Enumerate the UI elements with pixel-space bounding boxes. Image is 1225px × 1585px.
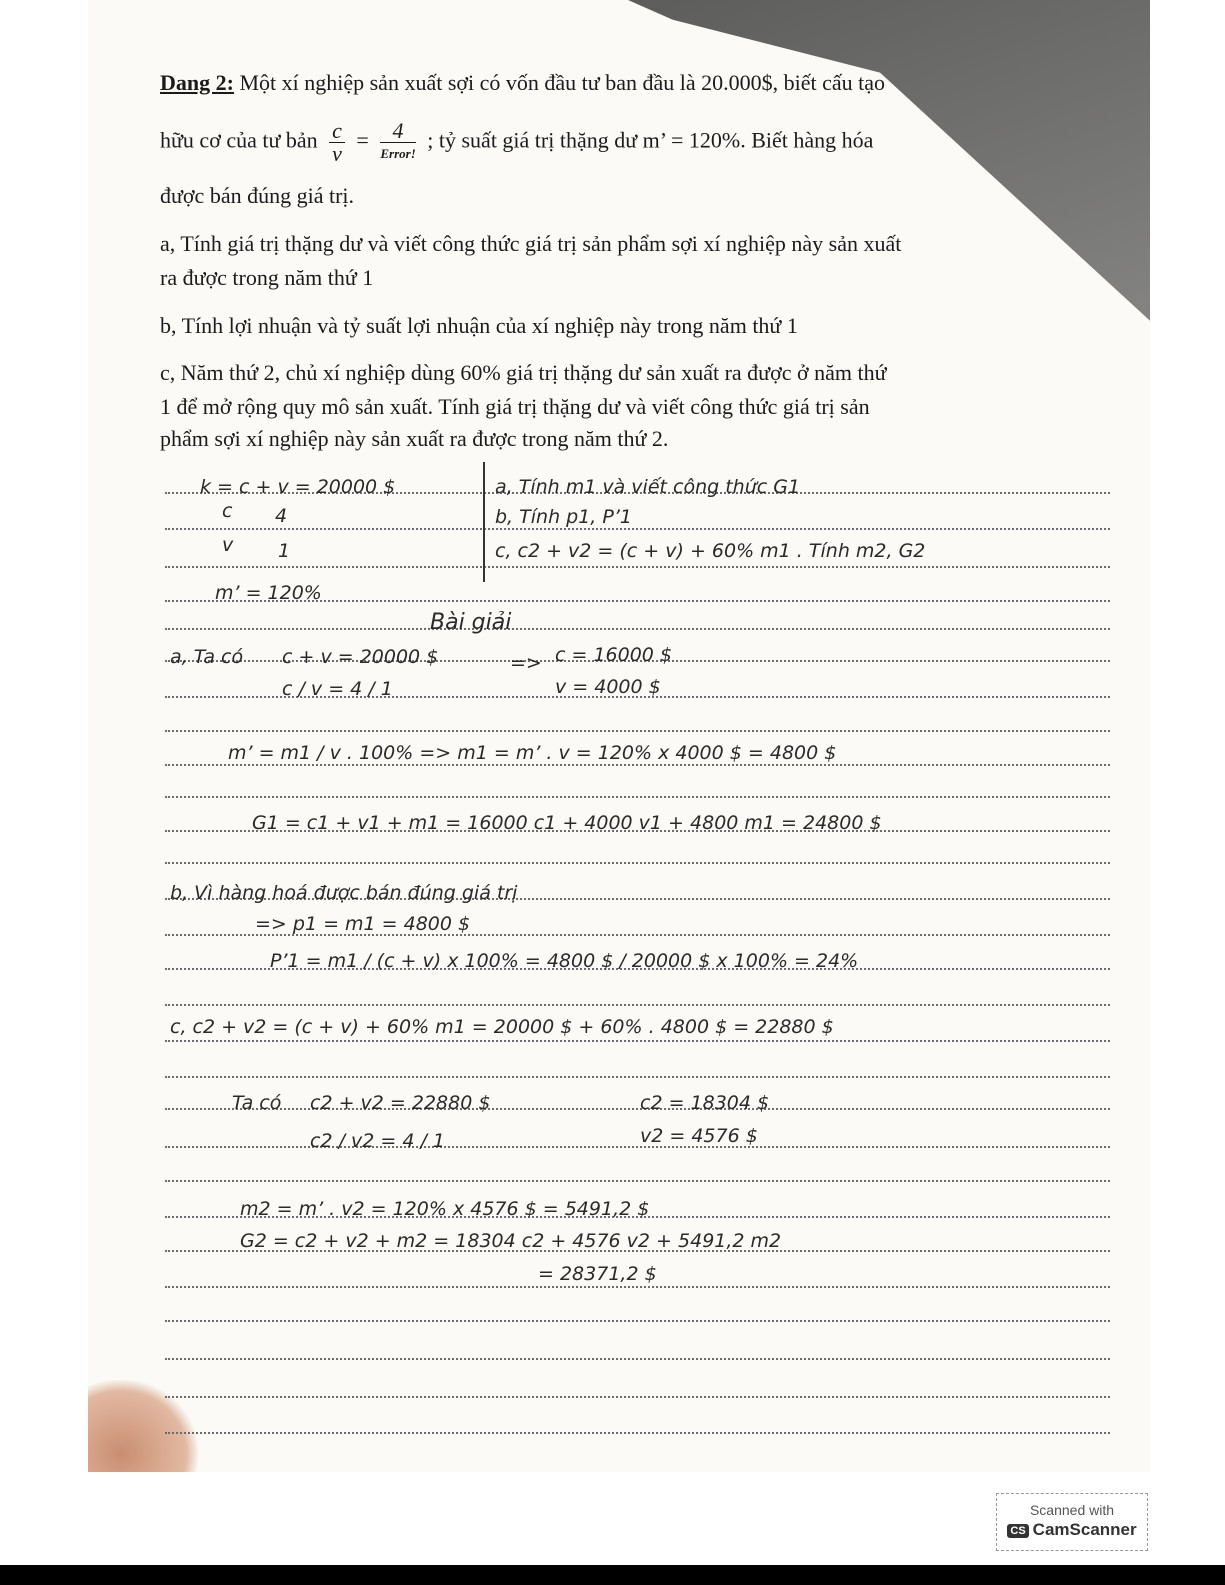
- hw-given-m: m’ = 120%: [215, 582, 322, 604]
- hw-a-v: v = 4000 $: [555, 676, 661, 698]
- hw-given-c: c: [222, 500, 233, 522]
- bottom-bar: [0, 1565, 1225, 1585]
- hw-c-m2: m2 = m’ . v2 = 120% x 4576 $ = 5491,2 $: [240, 1198, 650, 1220]
- hw-c-taco: Ta có: [232, 1092, 282, 1114]
- hw-given-k: k = c + v = 20000 $: [200, 476, 396, 498]
- ruled-line: [165, 1180, 1110, 1182]
- problem-line-1: Dang 2: Một xí nghiệp sản xuất sợi có vốn đầu tư ban đầu là 20.000$, biết cấu tạo: [160, 70, 885, 95]
- hw-b-rate: P’1 = m1 / (c + v) x 100% = 4800 $ / 20000 $ x 100% = 24%: [270, 950, 859, 972]
- hw-a-g1: G1 = c1 + v1 + m1 = 16000 c1 + 4000 v1 + 4800 m1 = 24800 $: [252, 812, 882, 834]
- hw-c-sys-1: c2 + v2 = 22880 $: [310, 1092, 491, 1114]
- ruled-line: [165, 1432, 1110, 1434]
- problem-line-2: hữu cơ của tư bản $\frac{c}{v}$ = $\frac{4}{\text{Error!}}$ ; tỷ suất giá trị thặng dư m’ = 120%. Biết hàng hóa: [160, 118, 874, 166]
- ruled-line: [165, 566, 1110, 568]
- ruled-line: [165, 628, 1110, 630]
- hw-given-1: 1: [278, 540, 291, 562]
- hw-solution-heading: Bài giải: [430, 610, 512, 635]
- ruled-line: [165, 764, 1110, 766]
- problem-title: Dang 2:: [160, 70, 234, 95]
- hw-task-a: a, Tính m1 và viết công thức G1: [495, 476, 801, 498]
- ruled-line: [165, 1358, 1110, 1360]
- ruled-line: [165, 1076, 1110, 1078]
- problem-line-3: được bán đúng giá trị.: [160, 183, 355, 208]
- hw-c-capital: c, c2 + v2 = (c + v) + 60% m1 = 20000 $ + 60% . 4800 $ = 22880 $: [170, 1016, 834, 1038]
- question-c-line-1: c, Năm thứ 2, chủ xí nghiệp dùng 60% giá trị thặng dư sản xuất ra được ở năm thứ: [160, 360, 887, 385]
- ruled-line: [165, 1286, 1110, 1288]
- camscanner-logo-icon: CS: [1007, 1524, 1028, 1538]
- hw-c-g2: G2 = c2 + v2 + m2 = 18304 c2 + 4576 v2 + 5491,2 m2: [240, 1230, 782, 1252]
- question-c-line-2: 1 để mở rộng quy mô sản xuất. Tính giá trị thặng dư và viết công thức giá trị sản: [160, 394, 870, 419]
- hw-a-c: c = 16000 $: [555, 644, 673, 666]
- hw-a-sys-1: c + v = 20000 $: [282, 646, 439, 668]
- hw-c-c2: c2 = 18304 $: [640, 1092, 770, 1114]
- question-c-line-3: phẩm sợi xí nghiệp này sản xuất ra được trong năm thứ 2.: [160, 426, 669, 451]
- hw-c-sys-2: c2 / v2 = 4 / 1: [310, 1130, 446, 1152]
- hw-a-sys-2: c / v = 4 / 1: [282, 678, 393, 700]
- hw-c-g2-total: = 28371,2 $: [538, 1263, 657, 1285]
- question-a-line-1: a, Tính giá trị thặng dư và viết công thức giá trị sản phẩm sợi xí nghiệp này sản xuất: [160, 231, 902, 256]
- hw-given-4: 4: [275, 505, 288, 527]
- ruled-line: [165, 730, 1110, 732]
- question-b: b, Tính lợi nhuận và tỷ suất lợi nhuận của xí nghiệp này trong năm thứ 1: [160, 313, 798, 338]
- camscanner-watermark: Scanned with CS CamScanner: [996, 1493, 1148, 1551]
- hw-task-b: b, Tính p1, P’1: [495, 506, 632, 528]
- ruled-line: [165, 1040, 1110, 1042]
- hw-a-taco: a, Ta có: [170, 646, 244, 668]
- ruled-line: [165, 1004, 1110, 1006]
- vertical-divider: [483, 462, 485, 582]
- hw-b-reason: b, Vì hàng hoá được bán đúng giá trị: [170, 882, 518, 904]
- ruled-line: [165, 1320, 1110, 1322]
- fraction-error: $\frac{4}{\text{Error!}}$: [380, 118, 416, 161]
- ruled-line: [165, 796, 1110, 798]
- fraction-c-over-v: $\frac{c}{v}$: [329, 120, 345, 165]
- page-shadow: [628, 0, 1150, 330]
- ruled-line: [165, 1396, 1110, 1398]
- ruled-line: [165, 1108, 1110, 1110]
- hw-given-v: v: [222, 534, 234, 556]
- hw-c-v2: v2 = 4576 $: [640, 1125, 758, 1147]
- question-a-line-2: ra được trong năm thứ 1: [160, 265, 374, 290]
- hw-a-m1: m’ = m1 / v . 100% => m1 = m’ . v = 120% x 4000 $ = 4800 $: [228, 742, 837, 764]
- ruled-line: [165, 1146, 1110, 1148]
- thumb-shadow: [88, 1380, 198, 1472]
- ruled-line: [165, 862, 1110, 864]
- ruled-line: [165, 528, 1110, 530]
- hw-task-c: c, c2 + v2 = (c + v) + 60% m1 . Tính m2, G2: [495, 540, 926, 562]
- hw-a-implies: =>: [510, 652, 542, 674]
- hw-b-p1: => p1 = m1 = 4800 $: [255, 913, 471, 935]
